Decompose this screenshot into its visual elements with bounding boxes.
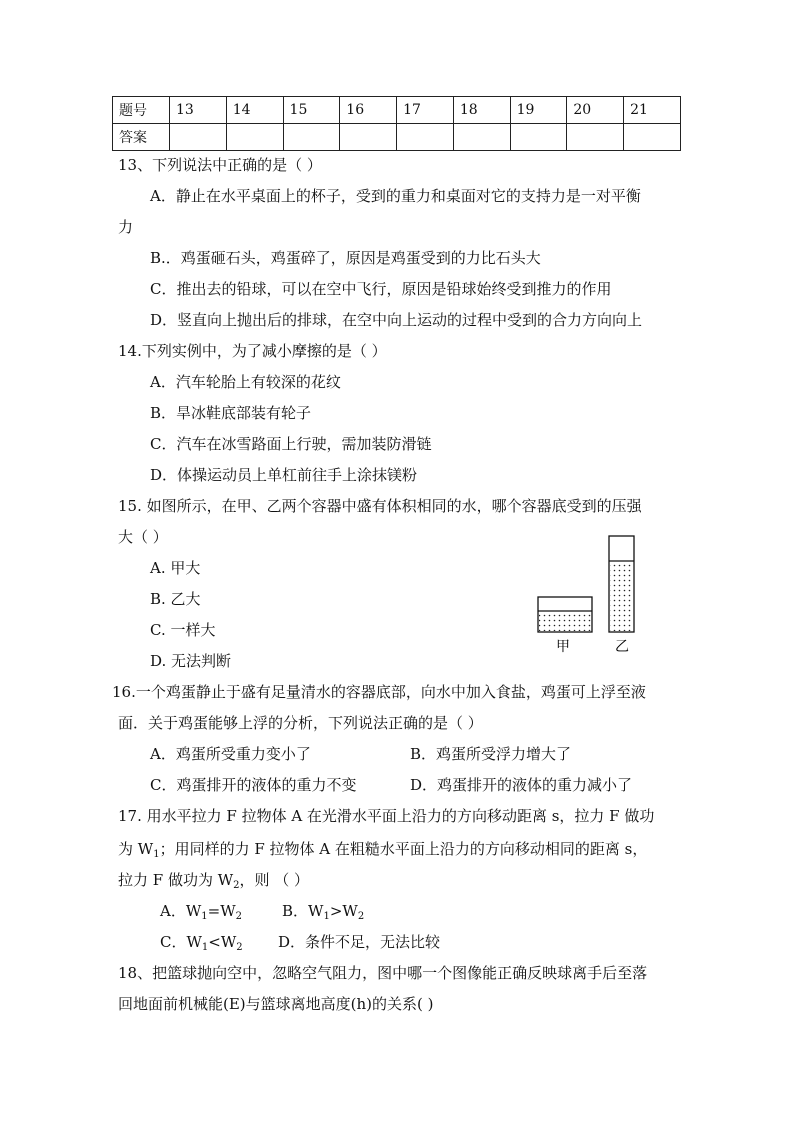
q17-option-a (160, 901, 242, 921)
q15-stem: 15. 如图所示，在甲、乙两个容器中盛有体积相同的水，哪个容器底受到的压强 (118, 497, 642, 515)
q13-option-c: C．推出去的铅球，可以在空中飞行，原因是铅球始终受到推力的作用 (150, 280, 612, 298)
text: B．W (282, 902, 324, 920)
table-cell: 18 (453, 97, 510, 124)
q13-option-a: A．静止在水平桌面上的杯子，受到的重力和桌面对它的支持力是一对平衡 (150, 187, 641, 205)
q16-option-a: A．鸡蛋所受重力变小了 (150, 745, 311, 763)
q16-stem: 16.一个鸡蛋静止于盛有足量清水的容器底部，向水中加入食盐，鸡蛋可上浮至液 (112, 683, 646, 701)
text: ，则 （ ） (239, 871, 310, 889)
q17-option-b (282, 901, 364, 921)
subscript: 2 (236, 942, 243, 953)
label-yi: 乙 (615, 639, 629, 655)
q17-stem-line3 (118, 870, 309, 890)
answer-cell[interactable] (510, 124, 567, 151)
table-cell: 21 (624, 97, 681, 124)
table-cell: 19 (510, 97, 567, 124)
q16-option-d: D．鸡蛋排开的液体的重力减小了 (410, 776, 633, 794)
q15-option-d: D. 无法判断 (150, 652, 232, 670)
q15-stem-cont: 大（ ） (118, 528, 168, 546)
q18-stem: 18、把篮球抛向空中，忽略空气阻力，图中哪一个图像能正确反映球离手后至落 (118, 964, 648, 982)
q16-option-b: B．鸡蛋所受浮力增大了 (410, 745, 572, 763)
subscript: 1 (323, 911, 330, 922)
q14-option-b: B．旱冰鞋底部装有轮子 (150, 404, 312, 422)
text: A．W (160, 902, 202, 920)
text: =W (207, 902, 236, 920)
table-cell: 16 (340, 97, 397, 124)
answer-cell[interactable] (453, 124, 510, 151)
table-cell: 15 (283, 97, 340, 124)
answer-table (112, 96, 681, 151)
table-cell: 20 (567, 97, 624, 124)
text: 拉力 F 做功为 W (118, 871, 234, 889)
q15-option-a: A. 甲大 (150, 559, 201, 577)
text: <W (208, 933, 237, 951)
table-cell: 17 (397, 97, 454, 124)
answer-cell[interactable] (624, 124, 681, 151)
q14-option-c: C．汽车在冰雪路面上行驶，需加装防滑链 (150, 435, 432, 453)
answer-cell[interactable] (283, 124, 340, 151)
q15-option-b: B. 乙大 (150, 590, 201, 608)
answer-cell[interactable] (397, 124, 454, 151)
text: ；用同样的力 F 拉物体 A 在粗糙水平面上沿力的方向移动相同的距离 s， (159, 840, 648, 858)
table-cell: 题号 (113, 97, 170, 124)
container-figure (532, 533, 642, 658)
table-cell: 13 (170, 97, 227, 124)
q13-option-a-cont: 力 (118, 218, 134, 236)
table-cell: 14 (226, 97, 283, 124)
subscript: 2 (235, 911, 243, 922)
q17-stem: 17. 用水平拉力 F 拉物体 A 在光滑水平面上沿力的方向移动距离 s，拉力 F 做功 (118, 807, 655, 825)
container-jia (538, 597, 592, 632)
text: 为 W (118, 840, 154, 858)
q17-stem-line2 (118, 839, 647, 859)
answer-cell[interactable] (340, 124, 397, 151)
q16-stem-cont: 面．关于鸡蛋能够上浮的分析，下列说法正确的是（ ） (118, 714, 483, 732)
q13-option-b: B.．鸡蛋砸石头，鸡蛋碎了，原因是鸡蛋受到的力比石头大 (150, 249, 541, 267)
q13-stem: 13、下列说法中正确的是（ ） (118, 156, 322, 174)
subscript: 1 (201, 911, 208, 922)
table-row (113, 124, 681, 151)
subscript: 1 (201, 942, 209, 953)
text: >W (329, 902, 358, 920)
table-cell: 答案 (113, 124, 170, 151)
subscript: 2 (233, 880, 240, 891)
q14-option-d: D．体操运动员上单杠前往手上涂抹镁粉 (150, 466, 418, 484)
answer-cell[interactable] (226, 124, 283, 151)
subscript: 1 (153, 849, 160, 860)
container-yi (609, 536, 634, 632)
q14-option-a: A．汽车轮胎上有较深的花纹 (150, 373, 341, 391)
answer-cell[interactable] (567, 124, 624, 151)
answer-cell[interactable] (170, 124, 227, 151)
label-jia: 甲 (556, 639, 570, 655)
q13-option-d: D．竖直向上抛出后的排球，在空中向上运动的过程中受到的合力方向向上 (150, 311, 643, 329)
q14-stem: 14.下列实例中，为了减小摩擦的是（ ） (118, 342, 387, 360)
q18-stem-cont: 回地面前机械能(E)与篮球离地高度(h)的关系( ) (118, 995, 434, 1013)
q16-option-c: C．鸡蛋排开的液体的重力不变 (150, 776, 357, 794)
text: C．W (160, 933, 202, 951)
q15-option-c: C. 一样大 (150, 621, 216, 639)
q17-option-c (160, 932, 243, 952)
subscript: 2 (357, 911, 365, 922)
q17-option-d: D．条件不足，无法比较 (278, 933, 441, 951)
table-row (113, 97, 681, 124)
